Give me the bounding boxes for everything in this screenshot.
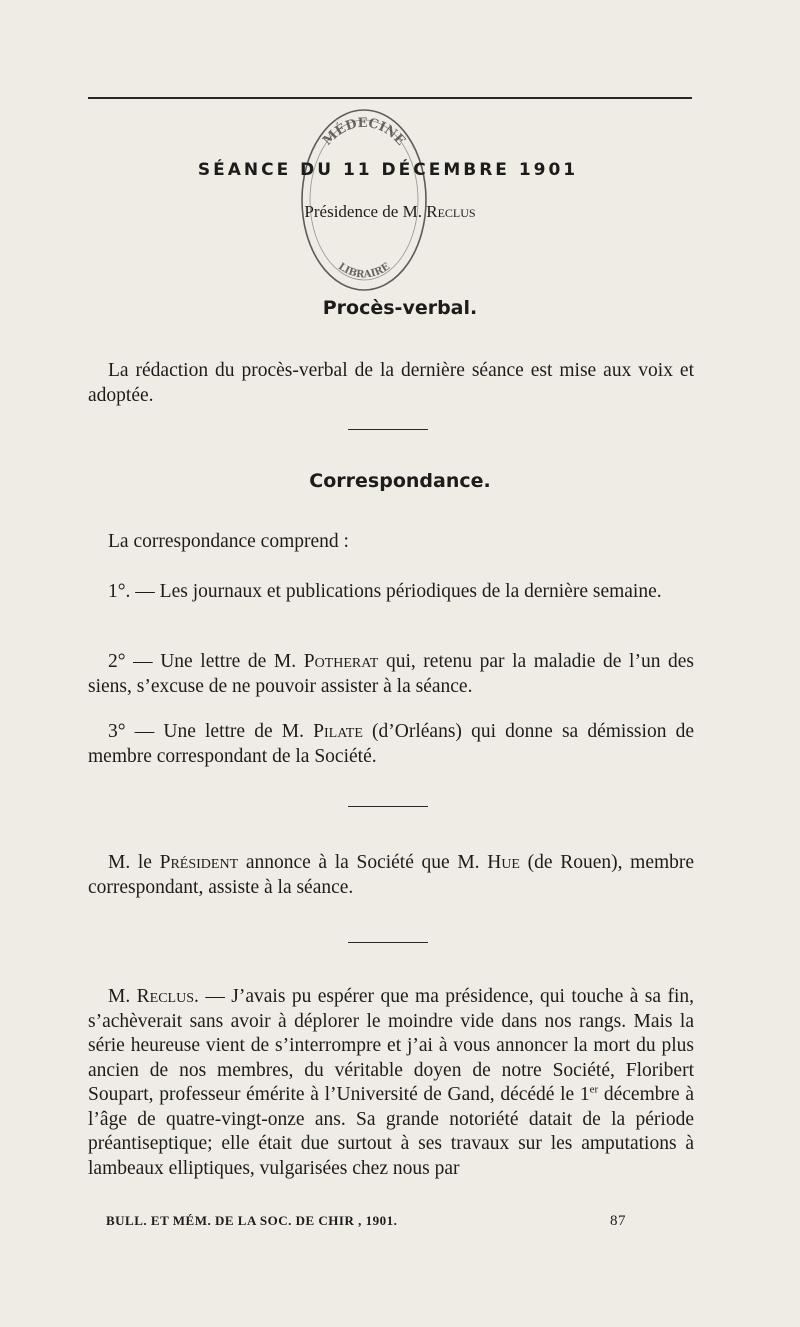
section-divider <box>348 942 428 943</box>
reclus-paragraph: M. Reclus. — J’avais pu espérer que ma présidence, qui touche à sa fin, s’achèverait sans avoir à déplorer le moindre vide dans nos rangs. Mais la série heureuse vient de s’interrompre et j’ai à vous annoncer la mort du plus ancien de nos membres, du véritable doyen de notre Société, Floribert Soupart, professeur émérite à l’Université de Gand, décédé le 1er décembre à l’âge de quatre-vingt-onze ans. Sa grande notoriété datait de la période préantiseptique; elle était due surtout à ses travaux sur les amputations à lambeaux elliptiques, vulgarisées chez nous par <box>88 986 695 1179</box>
session-title: SÉANCE DU 11 DÉCEMBRE 1901 <box>197 160 579 180</box>
heading-proces-verbal: Procès-verbal. <box>322 297 478 319</box>
proces-verbal-text: La rédaction du procès-verbal de la dernière séance est mise aux voix et adoptée. <box>88 360 694 406</box>
section-divider <box>348 429 428 430</box>
page-footer <box>106 1213 626 1230</box>
bulletin-reference: BULL. ET MÉM. DE LA SOC. DE CHIR , 1901. <box>106 1213 398 1228</box>
presidence-line <box>0 202 790 222</box>
section-divider <box>348 806 428 807</box>
president-name: Reclus <box>426 202 476 221</box>
top-rule <box>88 97 692 99</box>
announcement-paragraph: M. le Président annonce à la Société que M. Hue (de Rouen), membre correspondant, assiste à la séance. <box>88 852 695 898</box>
presidence-prefix: Présidence de M. <box>304 202 422 221</box>
correspondance-item-2: 2° — Une lettre de M. Potherat qui, retenu par la maladie de l’un des siens, s’excuse de ne pouvoir assister à la séance. <box>88 651 695 697</box>
correspondance-item-1: 1°. — Les journaux et publications périodiques de la dernière semaine. <box>108 581 662 602</box>
heading-correspondance: Correspondance. <box>309 470 491 492</box>
page-number: 87 <box>610 1213 626 1229</box>
correspondance-item-3: 3° — Une lettre de M. Pilate (d’Orléans) qui donne sa démission de membre correspondant de la Société. <box>88 721 695 767</box>
stamp-top-text: MÉDECINE <box>320 115 408 149</box>
stamp-bottom-text: LIBRAIRE <box>336 261 392 281</box>
svg-text:LIBRAIRE <box>336 261 392 281</box>
correspondance-intro: La correspondance comprend : <box>108 531 349 552</box>
library-stamp <box>294 100 434 300</box>
